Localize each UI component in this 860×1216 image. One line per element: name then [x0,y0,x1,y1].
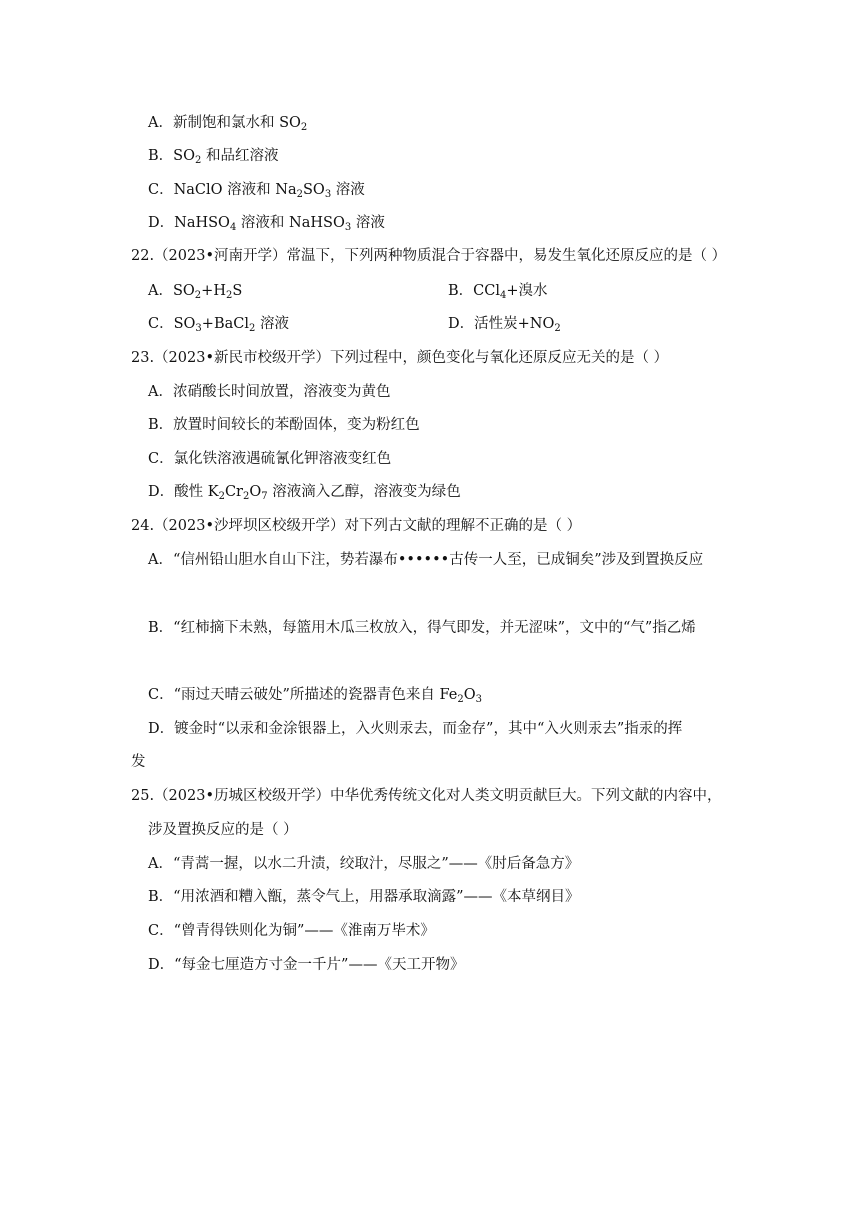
q24-option-a: A．“信州铅山胆水自山下注，势若瀑布••••••古传一人至，已成铜矣”涉及到置换反应 [148,552,704,568]
q24-stem: 24.（2023•沙坪坝区校级开学）对下列古文献的理解不正确的是（ ） [131,518,582,534]
q25-stem-line2: 涉及置换反应的是（ ） [148,822,298,838]
q24-option-d-line2: 发 [131,754,146,770]
q21-option-d: D．NaHSO$_4$ 溶液和 NaHSO$_3$ 溶液 [148,215,385,233]
q22-option-c: C．$SO_3+BaCl_2$ 溶液 [148,316,289,334]
q23-stem: 23.（2023•新民市校级开学）下列过程中，颜色变化与氧化还原反应无关的是（ ） [131,350,669,366]
q25-stem-line1: 25.（2023•历城区校级开学）中华优秀传统文化对人类文明贡献巨大。下列文献的内容中， [131,788,722,804]
q22-option-b: B．CCl$_4$+溴水 [448,283,548,301]
q21-option-a: A．新制饱和氯水和 $SO_2$ [148,115,308,133]
q23-option-b: B．放置时间较长的苯酚固体，变为粉红色 [148,417,420,433]
q25-option-c: C．“曾青得铁则化为铜”——《淮南万毕术》 [148,923,435,939]
q25-option-b: B．“用浓酒和糟入甑，蒸令气上，用器承取滴露”——《本草纲目》 [148,889,580,905]
q25-option-a: A．“青蒿一握，以水二升渍，绞取汁，尽服之”——《肘后备急方》 [148,856,580,872]
q22-option-d: D．活性炭$+NO_2$ [448,316,561,334]
q25-option-d: D．“每金七厘造方寸金一千片”——《天工开物》 [148,957,465,973]
q22-option-a: A．$SO_2+H_2S$ [148,283,243,301]
q24-option-c: C．“雨过天晴云破处”所描述的瓷器青色来自 $Fe_2O_3$ [148,687,483,705]
q21-option-c: C．NaClO 溶液和 $Na_2SO_3$ 溶液 [148,182,365,200]
q21-option-b: B．$SO_2$ 和品红溶液 [148,148,279,166]
q22-stem: 22.（2023•河南开学）常温下，下列两种物质混合于容器中，易发生氧化还原反应的是（ ） [131,248,727,264]
q23-option-a: A．浓硝酸长时间放置，溶液变为黄色 [148,384,391,400]
q24-option-d-line1: D．镀金时“以汞和金涂银器上，入火则汞去，而金存”，其中“入火则汞去”指汞的挥 [148,721,683,737]
q23-option-d: D．酸性 $K_2Cr_2O_7$ 溶液滴入乙醇，溶液变为绿色 [148,484,461,502]
q23-option-c: C．氯化铁溶液遇硫氰化钾溶液变红色 [148,451,392,467]
q24-option-b: B．“红柿摘下未熟，每篮用木瓜三枚放入，得气即发，并无涩味”，文中的“气”指乙烯 [148,620,696,636]
